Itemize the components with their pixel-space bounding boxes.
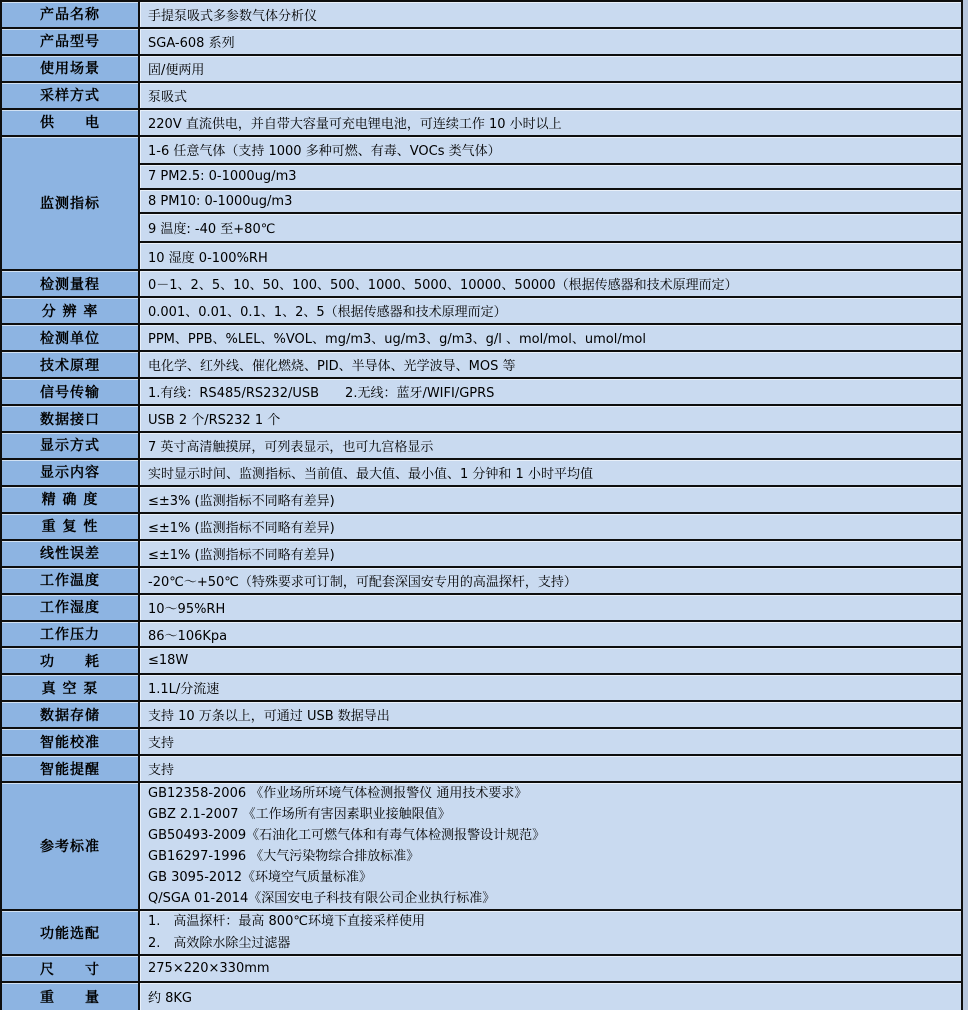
row-smart-calibration	[2, 729, 961, 756]
spec-label: 重 复 性	[2, 514, 140, 539]
row-dimensions	[2, 956, 961, 983]
spec-value: 1.1L/分流速	[140, 675, 961, 700]
spec-value: SGA-608 系列	[140, 29, 961, 54]
spec-value: 泵吸式	[140, 83, 961, 108]
spec-value: 电化学、红外线、催化燃烧、PID、半导体、光学波导、MOS 等	[140, 352, 961, 377]
spec-value: 手提泵吸式多参数气体分析仪	[140, 2, 961, 27]
spec-label: 显示内容	[2, 460, 140, 485]
spec-label: 数据接口	[2, 406, 140, 431]
spec-label: 分 辨 率	[2, 298, 140, 323]
reference-standard-item: Q/SGA 01-2014《深国安电子科技有限公司企业执行标准》	[148, 891, 496, 907]
spec-value: 固/便两用	[140, 56, 961, 81]
spec-value: 220V 直流供电，并自带大容量可充电锂电池，可连续工作 10 小时以上	[140, 110, 961, 135]
spec-label: 工作湿度	[2, 595, 140, 620]
spec-value: ≤±1% (监测指标不同略有差异)	[140, 514, 961, 539]
spec-label: 尺 寸	[2, 956, 140, 981]
spec-label: 功 耗	[2, 648, 140, 673]
monitoring-indicators-list	[140, 137, 961, 270]
row-data-interface	[2, 406, 961, 433]
spec-value: 1.有线：RS485/RS232/USB 2.无线：蓝牙/WIFI/GPRS	[140, 379, 961, 404]
row-detection-unit	[2, 325, 961, 352]
row-weight	[2, 983, 961, 1010]
spec-value: PPM、PPB、%LEL、%VOL、mg/m3、ug/m3、g/m3、g/l 、mol/mol、umol/mol	[140, 325, 961, 350]
monitoring-indicator-item: 9 温度: -40 至+80℃	[140, 214, 961, 243]
spec-label: 工作温度	[2, 568, 140, 593]
row-signal-transmission	[2, 379, 961, 406]
row-working-humidity	[2, 595, 961, 622]
spec-value: 支持 10 万条以上，可通过 USB 数据导出	[140, 702, 961, 727]
row-reference-standards	[2, 783, 961, 911]
spec-label: 重 量	[2, 983, 140, 1010]
optional-feature-item: 1. 高温探杆：最高 800℃环境下直接采样使用	[148, 913, 425, 929]
row-resolution	[2, 298, 961, 325]
reference-standard-item: GB16297-1996 《大气污染物综合排放标准》	[148, 849, 420, 865]
row-power-supply	[2, 110, 961, 137]
row-working-pressure	[2, 622, 961, 649]
spec-label: 智能提醒	[2, 756, 140, 781]
spec-value: USB 2 个/RS232 1 个	[140, 406, 961, 431]
reference-standards-list	[140, 783, 961, 909]
spec-value: 86～106Kpa	[140, 622, 961, 647]
reference-standard-item: GB50493-2009《石油化工可燃气体和有毒气体检测报警设计规范》	[148, 828, 546, 844]
row-data-storage	[2, 702, 961, 729]
row-display-mode	[2, 433, 961, 460]
row-detection-range	[2, 271, 961, 298]
page-right-margin	[963, 0, 968, 1010]
row-sampling-method	[2, 83, 961, 110]
spec-value: 275×220×330mm	[140, 956, 961, 981]
row-smart-reminder	[2, 756, 961, 783]
row-monitoring-indicators	[2, 137, 961, 272]
row-optional-features	[2, 911, 961, 956]
row-power-consumption	[2, 648, 961, 675]
spec-label: 检测单位	[2, 325, 140, 350]
spec-value: 约 8KG	[140, 983, 961, 1010]
row-working-temperature	[2, 568, 961, 595]
row-linearity-error	[2, 541, 961, 568]
monitoring-indicator-item: 8 PM10: 0-1000ug/m3	[140, 190, 961, 215]
monitoring-indicator-item: 7 PM2.5: 0-1000ug/m3	[140, 165, 961, 190]
spec-label: 技术原理	[2, 352, 140, 377]
spec-value: 0.001、0.01、0.1、1、2、5（根据传感器和技术原理而定）	[140, 298, 961, 323]
spec-value: 0－1、2、5、10、50、100、500、1000、5000、10000、50000（根据传感器和技术原理而定）	[140, 271, 961, 296]
row-technical-principle	[2, 352, 961, 379]
spec-value: 实时显示时间、监测指标、当前值、最大值、最小值、1 分钟和 1 小时平均值	[140, 460, 961, 485]
spec-value: -20℃～+50℃（特殊要求可订制，可配套深国安专用的高温探杆，支持）	[140, 568, 961, 593]
spec-label: 信号传输	[2, 379, 140, 404]
reference-standard-item: GBZ 2.1-2007 《工作场所有害因素职业接触限值》	[148, 807, 451, 823]
spec-label: 参考标准	[2, 783, 140, 909]
row-product-name	[2, 2, 961, 29]
row-product-model	[2, 29, 961, 56]
spec-value: ≤±3% (监测指标不同略有差异)	[140, 487, 961, 512]
optional-feature-item: 2. 高效除水除尘过滤器	[148, 935, 291, 951]
optional-features-list	[140, 911, 961, 954]
spec-value: 10～95%RH	[140, 595, 961, 620]
row-use-scenario	[2, 56, 961, 83]
spec-label: 显示方式	[2, 433, 140, 458]
spec-label: 智能校准	[2, 729, 140, 754]
spec-label: 真 空 泵	[2, 675, 140, 700]
reference-standard-item: GB12358-2006 《作业场所环境气体检测报警仪 通用技术要求》	[148, 786, 528, 802]
spec-label: 产品型号	[2, 29, 140, 54]
row-accuracy	[2, 487, 961, 514]
row-repeatability	[2, 514, 961, 541]
spec-label: 工作压力	[2, 622, 140, 647]
row-vacuum-pump	[2, 675, 961, 702]
spec-value: ≤±1% (监测指标不同略有差异)	[140, 541, 961, 566]
spec-label: 功能选配	[2, 911, 140, 954]
spec-label: 数据存储	[2, 702, 140, 727]
spec-label: 产品名称	[2, 2, 140, 27]
spec-label: 监测指标	[2, 137, 140, 270]
spec-label: 精 确 度	[2, 487, 140, 512]
row-display-content	[2, 460, 961, 487]
spec-label: 使用场景	[2, 56, 140, 81]
spec-label: 检测量程	[2, 271, 140, 296]
reference-standard-item: GB 3095-2012《环境空气质量标准》	[148, 870, 372, 886]
spec-value: 支持	[140, 756, 961, 781]
spec-value: 7 英寸高清触摸屏，可列表显示，也可九宫格显示	[140, 433, 961, 458]
spec-label: 采样方式	[2, 83, 140, 108]
spec-value: ≤18W	[140, 648, 961, 673]
spec-label: 线性误差	[2, 541, 140, 566]
spec-value: 支持	[140, 729, 961, 754]
spec-label: 供 电	[2, 110, 140, 135]
monitoring-indicator-item: 1-6 任意气体（支持 1000 多种可燃、有毒、VOCs 类气体）	[140, 137, 961, 166]
monitoring-indicator-item: 10 湿度 0-100%RH	[140, 243, 961, 270]
